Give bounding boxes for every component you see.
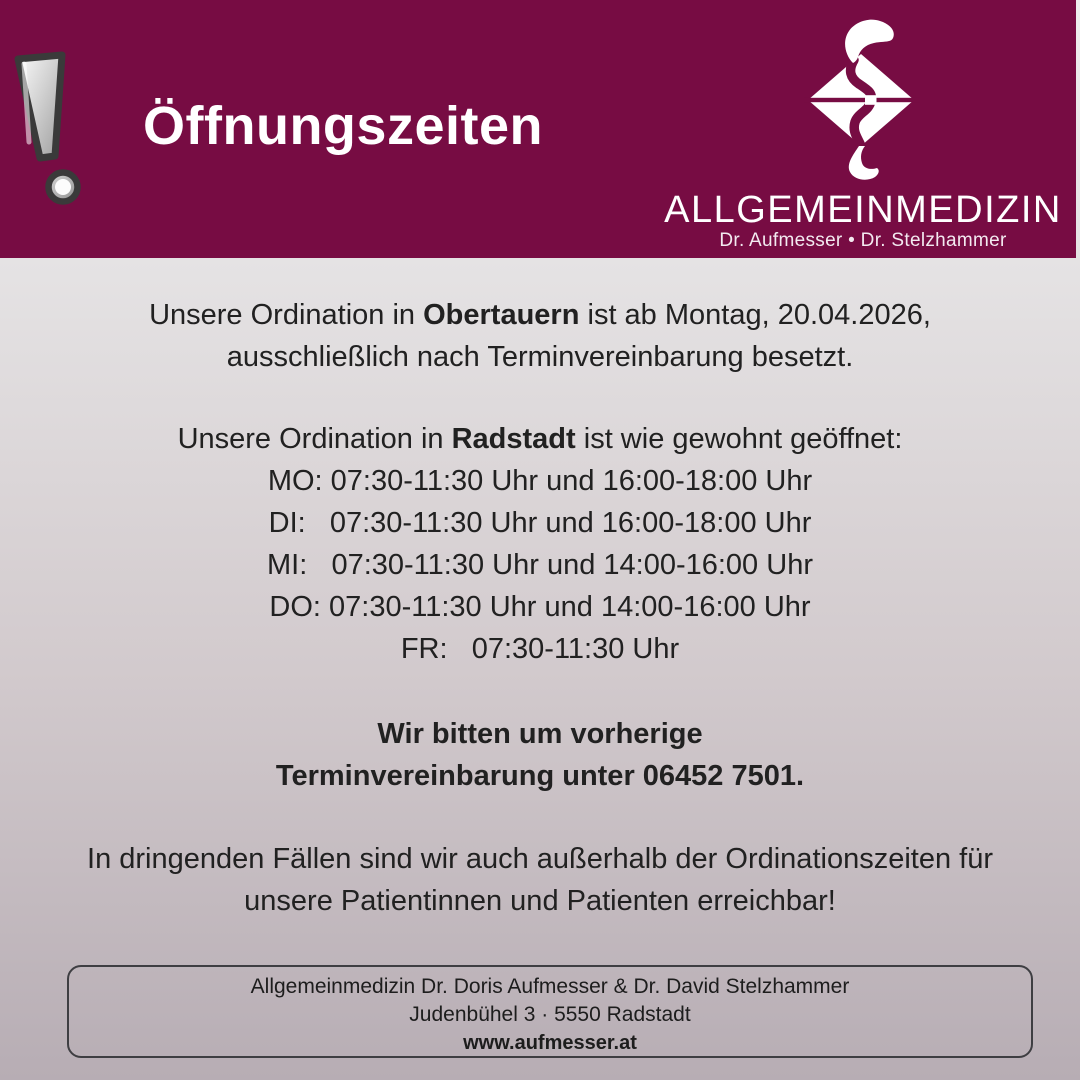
contact-box [67, 965, 1033, 1058]
appointment-note-line2: Terminvereinbarung unter 06452 7501. [275, 760, 805, 792]
emergency-note-line1: In dringenden Fällen sind wir auch außerhalb der Ordinationszeiten für [87, 843, 993, 875]
paragraph-radstadt [0, 418, 1080, 460]
hours-line-thursday: DO: 07:30-11:30 Uhr und 14:00-16:00 Uhr [269, 591, 811, 623]
body-text [0, 258, 1080, 922]
para2-pre: Unsere Ordination in [177, 423, 452, 455]
paragraph-obertauern-line2: ausschließlich nach Terminvereinbarung besetzt. [226, 341, 854, 373]
brand-block [652, 190, 1074, 251]
paragraph-obertauern [0, 294, 1080, 336]
hours-line-monday: MO: 07:30-11:30 Uhr und 16:00-18:00 Uhr [267, 465, 813, 497]
emergency-note-line2: unsere Patientinnen und Patienten erreichbar! [244, 885, 836, 917]
practice-address: Judenbühel 3 · 5550 Radstadt [409, 1003, 691, 1026]
hours-line-wednesday: MI: 07:30-11:30 Uhr und 14:00-16:00 Uhr [267, 549, 813, 581]
practice-website: www.aufmesser.at [463, 1032, 637, 1054]
para2-bold-location: Radstadt [451, 423, 576, 455]
exclamation-icon [8, 46, 120, 214]
para1-post: ist ab Montag, 20.04.2026, [579, 299, 931, 331]
practice-name: Allgemeinmedizin Dr. Doris Aufmesser & Dr. David Stelzhammer [250, 975, 850, 998]
hours-line-friday: FR: 07:30-11:30 Uhr [400, 633, 680, 665]
brand-subtitle: Dr. Aufmesser • Dr. Stelzhammer [719, 230, 1007, 251]
brand-name: ALLGEMEINMEDIZIN [664, 189, 1062, 231]
aesculapius-logo-icon [795, 12, 925, 190]
para1-bold-location: Obertauern [423, 299, 580, 331]
page-title: Öffnungszeiten [143, 96, 543, 156]
appointment-note-line1: Wir bitten um vorherige [377, 718, 703, 750]
para1-pre: Unsere Ordination in [149, 299, 424, 331]
header-band [0, 0, 1076, 258]
hours-line-tuesday: DI: 07:30-11:30 Uhr und 16:00-18:00 Uhr [268, 507, 812, 539]
para2-post: ist wie gewohnt geöffnet: [575, 423, 903, 455]
